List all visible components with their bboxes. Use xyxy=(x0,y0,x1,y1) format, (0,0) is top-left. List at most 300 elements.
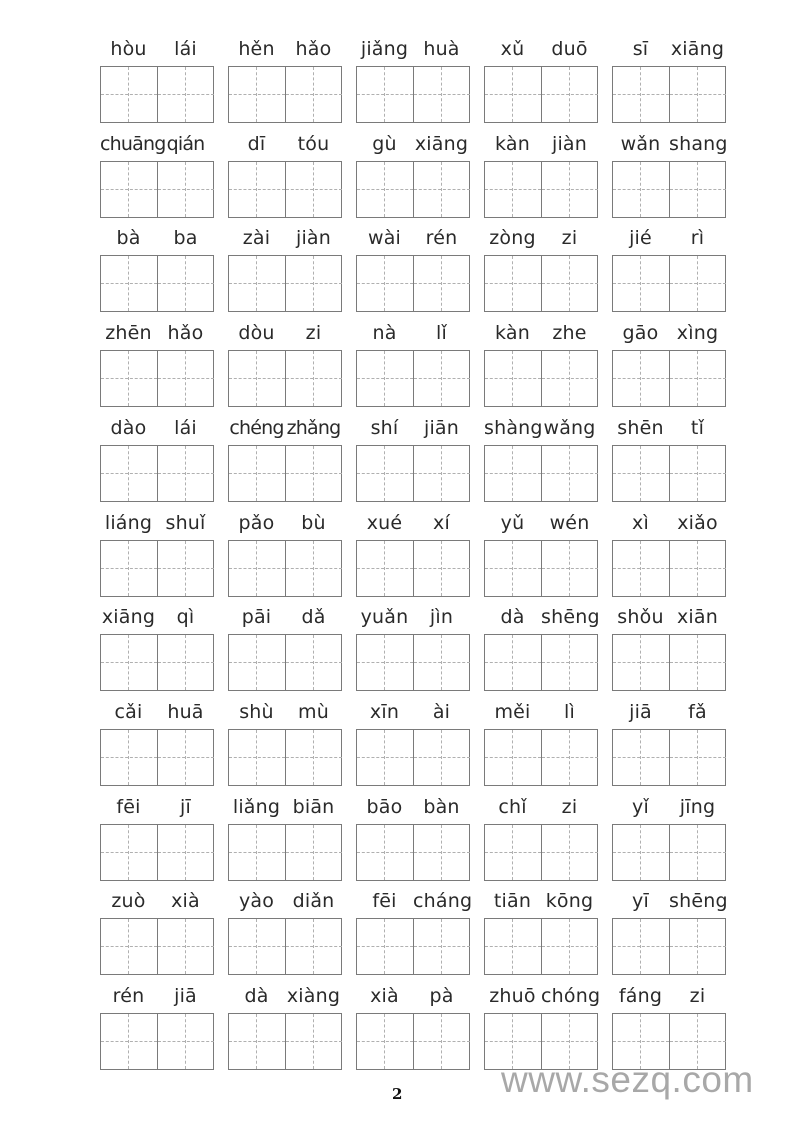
writing-cell[interactable] xyxy=(285,351,341,406)
pinyin-syllable: xí xyxy=(433,511,450,534)
pinyin-syllable: dòu xyxy=(238,322,275,345)
horizontal-guide-line xyxy=(101,946,157,947)
writing-cell[interactable] xyxy=(285,446,341,501)
pinyin-syllable: tóu xyxy=(297,132,330,155)
word-group xyxy=(484,30,598,120)
writing-cell[interactable] xyxy=(413,919,469,974)
worksheet-row xyxy=(0,409,800,503)
writing-cell[interactable] xyxy=(157,162,213,217)
writing-cell[interactable] xyxy=(285,541,341,596)
writing-cell[interactable] xyxy=(285,256,341,311)
writing-cell[interactable] xyxy=(613,256,669,311)
word-group xyxy=(356,977,470,1067)
horizontal-guide-line xyxy=(670,852,726,853)
writing-cell[interactable] xyxy=(157,825,213,880)
writing-cell[interactable] xyxy=(613,635,669,690)
word-group xyxy=(612,314,726,404)
pinyin-syllable: xià xyxy=(171,890,200,913)
horizontal-guide-line xyxy=(101,1041,157,1042)
horizontal-guide-line xyxy=(542,757,598,758)
word-group xyxy=(612,409,726,499)
horizontal-guide-line xyxy=(414,568,470,569)
writing-cell[interactable] xyxy=(285,825,341,880)
horizontal-guide-line xyxy=(485,1041,541,1042)
horizontal-guide-line xyxy=(670,568,726,569)
writing-cell[interactable] xyxy=(669,162,725,217)
pinyin-label xyxy=(228,504,342,534)
writing-cell[interactable] xyxy=(285,67,341,122)
writing-cell[interactable] xyxy=(485,919,541,974)
pinyin-syllable: chóng xyxy=(541,985,601,1007)
writing-cell[interactable] xyxy=(485,446,541,501)
pinyin-syllable: chéng xyxy=(229,416,284,439)
pinyin-syllable: chǐ xyxy=(498,795,527,818)
tianzige-box-pair xyxy=(100,255,214,312)
writing-cell[interactable] xyxy=(157,730,213,785)
tianzige-box-pair xyxy=(612,824,726,881)
horizontal-guide-line xyxy=(414,852,470,853)
writing-cell[interactable] xyxy=(229,162,285,217)
pinyin-syllable: cháng xyxy=(413,890,473,913)
pinyin-syllable: ài xyxy=(432,700,451,723)
writing-cell[interactable] xyxy=(413,730,469,785)
horizontal-guide-line xyxy=(414,189,470,190)
word-group xyxy=(100,598,214,688)
writing-cell[interactable] xyxy=(101,635,157,690)
pinyin-label xyxy=(356,693,470,723)
writing-cell[interactable] xyxy=(157,541,213,596)
tianzige-box-pair xyxy=(484,918,598,975)
pinyin-syllable: xiāng xyxy=(101,606,156,629)
writing-cell[interactable] xyxy=(485,256,541,311)
pinyin-label xyxy=(612,882,726,912)
pinyin-syllable: wén xyxy=(549,511,590,534)
pinyin-syllable: zhēn xyxy=(105,322,152,345)
pinyin-syllable: tǐ xyxy=(690,416,705,439)
writing-cell[interactable] xyxy=(669,919,725,974)
writing-cell[interactable] xyxy=(157,919,213,974)
writing-cell[interactable] xyxy=(357,67,413,122)
writing-cell[interactable] xyxy=(613,825,669,880)
writing-cell[interactable] xyxy=(413,825,469,880)
word-group xyxy=(612,504,726,594)
writing-cell[interactable] xyxy=(101,162,157,217)
pinyin-syllable: jié xyxy=(629,227,652,250)
pinyin-syllable: qì xyxy=(176,606,195,629)
word-group xyxy=(100,977,214,1067)
pinyin-syllable: ba xyxy=(173,227,198,250)
pinyin-syllable: pāi xyxy=(241,606,272,629)
tianzige-box-pair xyxy=(228,918,342,975)
word-group xyxy=(484,219,598,309)
writing-cell[interactable] xyxy=(357,1014,413,1069)
word-group xyxy=(228,977,342,1067)
writing-cell[interactable] xyxy=(229,446,285,501)
writing-cell[interactable] xyxy=(229,919,285,974)
pinyin-syllable: zhe xyxy=(552,322,587,345)
pinyin-syllable: dǎ xyxy=(301,606,326,629)
horizontal-guide-line xyxy=(229,1041,285,1042)
horizontal-guide-line xyxy=(357,662,413,663)
horizontal-guide-line xyxy=(542,946,598,947)
horizontal-guide-line xyxy=(229,473,285,474)
writing-cell[interactable] xyxy=(613,919,669,974)
writing-cell[interactable] xyxy=(413,351,469,406)
tianzige-box-pair xyxy=(100,445,214,502)
pinyin-label xyxy=(612,409,726,439)
writing-cell[interactable] xyxy=(157,446,213,501)
tianzige-box-pair xyxy=(484,350,598,407)
word-group xyxy=(100,30,214,120)
worksheet-row xyxy=(0,30,800,124)
horizontal-guide-line xyxy=(158,662,214,663)
worksheet-row xyxy=(0,788,800,882)
word-group xyxy=(100,882,214,972)
writing-cell[interactable] xyxy=(101,541,157,596)
writing-cell[interactable] xyxy=(541,446,597,501)
writing-cell[interactable] xyxy=(357,446,413,501)
horizontal-guide-line xyxy=(670,662,726,663)
word-group xyxy=(356,788,470,878)
word-group xyxy=(484,125,598,215)
writing-cell[interactable] xyxy=(541,256,597,311)
pinyin-label xyxy=(356,314,470,344)
horizontal-guide-line xyxy=(357,94,413,95)
word-group xyxy=(356,504,470,594)
writing-cell[interactable] xyxy=(157,67,213,122)
horizontal-guide-line xyxy=(542,568,598,569)
writing-cell[interactable] xyxy=(669,351,725,406)
writing-cell[interactable] xyxy=(101,256,157,311)
pinyin-syllable: zuò xyxy=(111,890,146,913)
pinyin-syllable: cǎi xyxy=(114,700,143,723)
word-group xyxy=(484,409,598,499)
horizontal-guide-line xyxy=(542,378,598,379)
word-group xyxy=(100,504,214,594)
pinyin-syllable: bàn xyxy=(423,795,460,818)
pinyin-label xyxy=(612,219,726,249)
horizontal-guide-line xyxy=(670,473,726,474)
tianzige-box-pair xyxy=(228,729,342,786)
writing-cell[interactable] xyxy=(541,541,597,596)
pinyin-label xyxy=(612,977,726,1007)
writing-cell[interactable] xyxy=(613,541,669,596)
horizontal-guide-line xyxy=(485,189,541,190)
horizontal-guide-line xyxy=(485,946,541,947)
word-group xyxy=(228,219,342,309)
writing-cell[interactable] xyxy=(229,825,285,880)
horizontal-guide-line xyxy=(101,662,157,663)
horizontal-guide-line xyxy=(485,662,541,663)
tianzige-box-pair xyxy=(612,729,726,786)
writing-cell[interactable] xyxy=(357,351,413,406)
writing-cell[interactable] xyxy=(357,919,413,974)
word-group xyxy=(228,125,342,215)
pinyin-syllable: shàng xyxy=(484,416,543,439)
horizontal-guide-line xyxy=(286,757,342,758)
writing-cell[interactable] xyxy=(413,635,469,690)
pinyin-label xyxy=(356,598,470,628)
horizontal-guide-line xyxy=(414,757,470,758)
writing-cell[interactable] xyxy=(229,541,285,596)
tianzige-box-pair xyxy=(100,729,214,786)
pinyin-syllable: xià xyxy=(370,985,399,1007)
word-group xyxy=(356,314,470,404)
horizontal-guide-line xyxy=(286,283,342,284)
word-group xyxy=(228,504,342,594)
pinyin-label xyxy=(228,598,342,628)
writing-cell[interactable] xyxy=(229,730,285,785)
writing-cell[interactable] xyxy=(669,635,725,690)
horizontal-guide-line xyxy=(613,378,669,379)
horizontal-guide-line xyxy=(158,189,214,190)
pinyin-syllable: xì xyxy=(632,511,649,534)
pinyin-label xyxy=(612,125,726,155)
writing-cell[interactable] xyxy=(541,351,597,406)
pinyin-syllable: xué xyxy=(366,511,403,534)
writing-cell[interactable] xyxy=(229,67,285,122)
tianzige-box-pair xyxy=(484,634,598,691)
tianzige-box-pair xyxy=(356,161,470,218)
pinyin-label xyxy=(484,693,598,723)
pinyin-syllable: yǐ xyxy=(632,795,649,818)
word-group xyxy=(100,693,214,783)
writing-cell[interactable] xyxy=(101,67,157,122)
writing-cell[interactable] xyxy=(613,67,669,122)
pinyin-label xyxy=(100,219,214,249)
writing-cell[interactable] xyxy=(613,730,669,785)
pinyin-syllable: yào xyxy=(238,890,275,913)
writing-cell[interactable] xyxy=(413,541,469,596)
pinyin-label xyxy=(484,788,598,818)
writing-cell[interactable] xyxy=(285,1014,341,1069)
tianzige-box-pair xyxy=(100,350,214,407)
tianzige-box-pair xyxy=(100,918,214,975)
pinyin-syllable: fǎ xyxy=(688,700,707,723)
horizontal-guide-line xyxy=(485,378,541,379)
pinyin-syllable: mù xyxy=(298,700,329,723)
horizontal-guide-line xyxy=(286,568,342,569)
writing-cell[interactable] xyxy=(485,162,541,217)
pinyin-syllable: gāo xyxy=(622,322,659,345)
writing-cell[interactable] xyxy=(229,351,285,406)
word-group xyxy=(612,882,726,972)
tianzige-box-pair xyxy=(228,634,342,691)
horizontal-guide-line xyxy=(485,473,541,474)
tianzige-box-pair xyxy=(356,445,470,502)
writing-cell[interactable] xyxy=(613,351,669,406)
writing-cell[interactable] xyxy=(485,67,541,122)
pinyin-syllable: liǎng xyxy=(232,795,281,818)
pinyin-syllable: xiān xyxy=(676,606,718,629)
pinyin-label xyxy=(228,314,342,344)
writing-cell[interactable] xyxy=(485,351,541,406)
writing-cell[interactable] xyxy=(285,162,341,217)
writing-cell[interactable] xyxy=(229,256,285,311)
horizontal-guide-line xyxy=(158,378,214,379)
word-group xyxy=(356,882,473,972)
horizontal-guide-line xyxy=(613,662,669,663)
horizontal-guide-line xyxy=(357,283,413,284)
writing-cell[interactable] xyxy=(541,67,597,122)
writing-cell[interactable] xyxy=(669,67,725,122)
pinyin-syllable: biān xyxy=(292,795,335,818)
writing-cell[interactable] xyxy=(101,919,157,974)
tianzige-box-pair xyxy=(100,66,214,123)
pinyin-syllable: huà xyxy=(423,38,460,60)
pinyin-syllable: diǎn xyxy=(292,890,335,913)
writing-cell[interactable] xyxy=(413,162,469,217)
pinyin-label xyxy=(356,125,470,155)
horizontal-guide-line xyxy=(101,283,157,284)
word-group xyxy=(356,219,470,309)
tianzige-box-pair xyxy=(228,445,342,502)
word-group xyxy=(484,598,598,688)
writing-cell[interactable] xyxy=(413,256,469,311)
pinyin-label xyxy=(100,504,214,534)
worksheet-row xyxy=(0,504,800,598)
pinyin-syllable: xiǎo xyxy=(677,511,718,534)
writing-cell[interactable] xyxy=(541,919,597,974)
pinyin-syllable: lì xyxy=(564,700,575,723)
writing-cell[interactable] xyxy=(541,825,597,880)
pinyin-label xyxy=(612,598,726,628)
horizontal-guide-line xyxy=(158,1041,214,1042)
pinyin-syllable: zài xyxy=(242,227,271,250)
horizontal-guide-line xyxy=(229,189,285,190)
horizontal-guide-line xyxy=(286,378,342,379)
word-group xyxy=(612,788,726,878)
horizontal-guide-line xyxy=(158,568,214,569)
tianzige-box-pair xyxy=(356,824,470,881)
horizontal-guide-line xyxy=(613,568,669,569)
horizontal-guide-line xyxy=(286,946,342,947)
horizontal-guide-line xyxy=(229,852,285,853)
writing-cell[interactable] xyxy=(357,825,413,880)
pinyin-syllable: rén xyxy=(112,985,145,1007)
writing-cell[interactable] xyxy=(357,256,413,311)
pinyin-label xyxy=(356,30,470,60)
writing-cell[interactable] xyxy=(357,635,413,690)
writing-cell[interactable] xyxy=(613,446,669,501)
pinyin-label xyxy=(484,598,598,628)
pinyin-syllable: bà xyxy=(116,227,141,250)
horizontal-guide-line xyxy=(613,1041,669,1042)
writing-cell[interactable] xyxy=(101,1014,157,1069)
pinyin-syllable: hǎo xyxy=(167,322,204,345)
writing-cell[interactable] xyxy=(669,446,725,501)
writing-cell[interactable] xyxy=(669,825,725,880)
writing-cell[interactable] xyxy=(101,351,157,406)
pinyin-label xyxy=(356,882,473,913)
word-group xyxy=(612,693,726,783)
writing-cell[interactable] xyxy=(357,162,413,217)
horizontal-guide-line xyxy=(485,757,541,758)
pinyin-label xyxy=(356,977,470,1007)
pinyin-syllable: tiān xyxy=(493,890,532,913)
writing-cell[interactable] xyxy=(669,730,725,785)
writing-cell[interactable] xyxy=(541,162,597,217)
writing-cell[interactable] xyxy=(413,446,469,501)
horizontal-guide-line xyxy=(357,1041,413,1042)
writing-cell[interactable] xyxy=(413,67,469,122)
horizontal-guide-line xyxy=(485,568,541,569)
pinyin-syllable: fēi xyxy=(116,795,141,818)
pinyin-syllable: yuǎn xyxy=(360,606,409,629)
pinyin-label xyxy=(100,598,214,628)
writing-cell[interactable] xyxy=(669,541,725,596)
horizontal-guide-line xyxy=(229,378,285,379)
pinyin-syllable: dà xyxy=(244,985,269,1007)
horizontal-guide-line xyxy=(670,94,726,95)
horizontal-guide-line xyxy=(485,283,541,284)
pinyin-syllable: měi xyxy=(494,700,531,723)
pinyin-label xyxy=(100,409,214,439)
writing-cell[interactable] xyxy=(485,541,541,596)
horizontal-guide-line xyxy=(158,757,214,758)
writing-cell[interactable] xyxy=(229,1014,285,1069)
horizontal-guide-line xyxy=(229,662,285,663)
pinyin-syllable: jiā xyxy=(174,985,197,1007)
writing-cell[interactable] xyxy=(157,351,213,406)
writing-cell[interactable] xyxy=(229,635,285,690)
writing-cell[interactable] xyxy=(485,635,541,690)
tianzige-box-pair xyxy=(484,729,598,786)
pinyin-syllable: lǐ xyxy=(436,322,447,345)
writing-cell[interactable] xyxy=(541,730,597,785)
writing-cell[interactable] xyxy=(157,1014,213,1069)
writing-cell[interactable] xyxy=(357,541,413,596)
horizontal-guide-line xyxy=(101,568,157,569)
writing-cell[interactable] xyxy=(669,256,725,311)
word-group xyxy=(612,125,726,215)
horizontal-guide-line xyxy=(414,946,470,947)
writing-cell[interactable] xyxy=(285,730,341,785)
tianzige-box-pair xyxy=(228,350,342,407)
writing-cell[interactable] xyxy=(157,635,213,690)
writing-cell[interactable] xyxy=(285,635,341,690)
tianzige-box-pair xyxy=(356,634,470,691)
writing-cell[interactable] xyxy=(485,825,541,880)
word-group xyxy=(612,30,726,120)
pinyin-syllable: lái xyxy=(174,38,197,60)
horizontal-guide-line xyxy=(357,946,413,947)
writing-cell[interactable] xyxy=(101,446,157,501)
pinyin-syllable: wài xyxy=(367,227,402,250)
tianzige-box-pair xyxy=(356,918,470,975)
word-group xyxy=(612,219,726,309)
word-group xyxy=(228,693,342,783)
pinyin-syllable: zi xyxy=(305,322,322,345)
horizontal-guide-line xyxy=(357,473,413,474)
writing-cell[interactable] xyxy=(413,1014,469,1069)
pinyin-syllable: bù xyxy=(301,511,326,534)
horizontal-guide-line xyxy=(542,283,598,284)
writing-cell[interactable] xyxy=(613,162,669,217)
writing-cell[interactable] xyxy=(101,730,157,785)
word-group xyxy=(100,125,214,215)
tianzige-box-pair xyxy=(484,445,598,502)
tianzige-box-pair xyxy=(612,540,726,597)
writing-cell[interactable] xyxy=(285,919,341,974)
horizontal-guide-line xyxy=(229,94,285,95)
word-group xyxy=(356,598,470,688)
writing-cell[interactable] xyxy=(541,635,597,690)
writing-cell[interactable] xyxy=(485,730,541,785)
writing-cell[interactable] xyxy=(101,825,157,880)
writing-cell[interactable] xyxy=(357,730,413,785)
writing-cell[interactable] xyxy=(157,256,213,311)
